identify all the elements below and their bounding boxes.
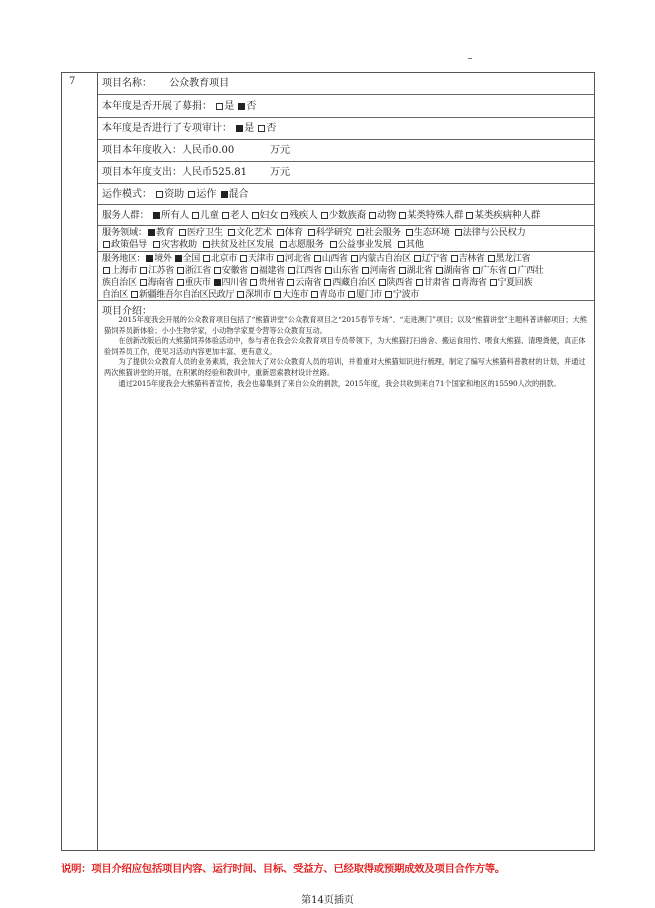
service-area-checkbox-0-5[interactable] xyxy=(314,255,321,262)
row-project-name xyxy=(98,73,594,95)
fundraising-label: 本年度是否开展了募捐： xyxy=(102,101,212,112)
service-area-checkbox-2-6[interactable] xyxy=(324,279,331,286)
service-area-label-1-9: 湖南省 xyxy=(443,266,470,276)
service-group-label-6: 动物 xyxy=(377,210,396,221)
service-group-checkbox-2[interactable] xyxy=(222,212,229,219)
mode-grant-label: 资助 xyxy=(164,189,185,200)
page-footer: 第14页插页 xyxy=(301,895,354,906)
service-group-checkbox-5[interactable] xyxy=(321,212,328,219)
service-field-checkbox-0-1[interactable] xyxy=(179,229,186,236)
service-area-checkbox-0-3[interactable] xyxy=(240,255,247,262)
service-area-label-1-7: 河南省 xyxy=(369,266,396,276)
service-field-checkbox-1-0[interactable] xyxy=(103,241,110,248)
fundraising-yes-checkbox[interactable] xyxy=(216,103,223,110)
service-area-line xyxy=(102,289,594,301)
project-name-label: 项目名称： xyxy=(102,78,152,89)
service-area-label-1-0: 上海市 xyxy=(111,266,137,276)
row-service-field xyxy=(98,226,594,252)
service-area-label-3-5: 厦门市 xyxy=(355,290,382,300)
service-area-checkbox-0-4[interactable] xyxy=(277,255,284,262)
service-area-label-2-2: 重庆市 xyxy=(184,278,211,288)
service-area-label-1-5: 江西省 xyxy=(295,266,322,276)
income-unit: 万元 xyxy=(270,145,290,156)
service-area-line xyxy=(102,265,594,277)
service-area-checkbox-2-4[interactable] xyxy=(250,279,257,286)
service-area-checkbox-3-1[interactable] xyxy=(131,291,138,298)
expense-currency: 人民币 xyxy=(182,167,212,178)
fundraising-no-checkbox[interactable] xyxy=(238,103,245,110)
service-group-checkbox-7[interactable] xyxy=(399,212,406,219)
mode-mixed-label: 混合 xyxy=(228,189,249,200)
income-currency: 人民币 xyxy=(182,145,212,156)
service-area-checkbox-0-7[interactable] xyxy=(414,255,421,262)
service-area-label-3-6: 宁波市 xyxy=(392,290,419,300)
row-fundraising xyxy=(98,95,594,118)
service-group-label-0: 所有人 xyxy=(160,210,190,221)
service-area-label-2-9: 青海省 xyxy=(460,278,487,288)
service-field-checkbox-1-3[interactable] xyxy=(280,241,287,248)
service-area-checkbox-1-10[interactable] xyxy=(473,267,480,274)
service-area-label-2-4: 贵州省 xyxy=(258,278,285,288)
service-area-label-2-0: 族自治区 xyxy=(102,278,137,288)
service-area-checkbox-3-4[interactable] xyxy=(311,291,318,298)
service-field-checkbox-0-2[interactable] xyxy=(228,229,235,236)
service-area-label-0-0: 境外 xyxy=(154,254,172,264)
row-special-audit xyxy=(98,118,594,140)
service-area-checkbox-1-0[interactable] xyxy=(103,267,110,274)
service-area-label-2-1: 海南省 xyxy=(147,278,174,288)
income-value: 0.00 xyxy=(212,145,235,156)
service-group-label-4: 残疾人 xyxy=(289,210,318,221)
service-area-label-3-4: 青岛市 xyxy=(319,290,345,300)
service-field-checkbox-0-5[interactable] xyxy=(357,229,364,236)
service-area-label-0-7: 辽宁省 xyxy=(421,254,448,264)
service-area-label-3-2: 深圳市 xyxy=(245,290,272,300)
service-field-label-1-2: 扶贫及社区发展 xyxy=(210,239,274,250)
row-operation-mode xyxy=(98,184,594,205)
service-area-checkbox-3-2[interactable] xyxy=(237,291,244,298)
service-field-label-0-7: 法律与公民权力 xyxy=(462,227,526,238)
service-field-checkbox-0-7[interactable] xyxy=(455,229,462,236)
service-field-label-0-3: 体育 xyxy=(284,227,303,238)
service-field-checkbox-1-4[interactable] xyxy=(330,241,337,248)
project-name-value: 公众教育项目 xyxy=(169,78,230,89)
service-group-checkbox-6[interactable] xyxy=(369,212,376,219)
service-area-checkbox-0-0[interactable] xyxy=(146,255,153,262)
service-area-checkbox-2-10[interactable] xyxy=(490,279,497,286)
service-area-label-0-9: 黑龙江省 xyxy=(495,254,531,264)
service-field-label: 服务领域： xyxy=(102,227,147,238)
service-group-label-7: 某类特殊人群 xyxy=(406,210,464,221)
service-field-label-1-0: 政策倡导 xyxy=(111,239,147,250)
service-area-label-0-3: 天津市 xyxy=(247,254,274,264)
operation-mode-label: 运作模式： xyxy=(102,189,152,200)
service-area-label-1-1: 江苏省 xyxy=(147,266,174,276)
scan-mark xyxy=(468,58,472,59)
service-field-checkbox-0-4[interactable] xyxy=(308,229,315,236)
service-area-label-1-6: 山东省 xyxy=(332,266,359,276)
service-group-options xyxy=(152,210,542,221)
service-field-label-0-4: 科学研究 xyxy=(315,227,352,238)
service-field-label-1-4: 公益事业发展 xyxy=(337,239,392,250)
service-field-line xyxy=(102,227,594,239)
service-area-checkbox-2-1[interactable] xyxy=(140,279,147,286)
service-group-label: 服务人群： xyxy=(102,210,149,221)
service-field-line xyxy=(102,239,594,251)
service-area-checkbox-2-5[interactable] xyxy=(287,279,294,286)
mode-operate-checkbox[interactable] xyxy=(188,191,195,198)
expense-label: 项目本年度支出： xyxy=(102,167,182,178)
special-audit-label: 本年度是否进行了专项审计： xyxy=(102,123,232,134)
service-area-label-1-3: 安徽省 xyxy=(221,266,248,276)
special-audit-no-checkbox[interactable] xyxy=(258,125,265,132)
service-field-checkbox-1-5[interactable] xyxy=(398,241,405,248)
service-area-label: 服务地区： xyxy=(102,254,146,264)
service-area-options xyxy=(102,253,594,301)
service-area-label-1-8: 湖北省 xyxy=(406,266,433,276)
service-area-checkbox-0-8[interactable] xyxy=(451,255,458,262)
service-area-label-0-4: 河北省 xyxy=(284,254,311,264)
service-area-label-2-3: 四川省 xyxy=(221,278,248,288)
service-area-label-0-5: 山西省 xyxy=(321,254,348,264)
service-area-checkbox-1-11[interactable] xyxy=(509,267,516,274)
service-area-label-0-6: 内蒙古自治区 xyxy=(358,254,411,264)
service-area-checkbox-0-6[interactable] xyxy=(351,255,358,262)
item-number: 7 xyxy=(69,76,76,87)
service-area-label-2-7: 陕西省 xyxy=(386,278,413,288)
service-area-checkbox-1-7[interactable] xyxy=(362,267,369,274)
service-area-checkbox-1-5[interactable] xyxy=(288,267,295,274)
service-field-checkbox-0-0[interactable] xyxy=(148,229,155,236)
service-group-label-1: 儿童 xyxy=(200,210,219,221)
service-group-checkbox-0[interactable] xyxy=(153,212,160,219)
service-area-label-0-1: 全国 xyxy=(182,254,200,264)
service-area-checkbox-2-7[interactable] xyxy=(379,279,386,286)
service-area-checkbox-1-2[interactable] xyxy=(177,267,184,274)
service-field-label-0-2: 文化艺术 xyxy=(235,227,272,238)
service-area-line xyxy=(102,277,594,289)
service-group-label-3: 妇女 xyxy=(259,210,279,221)
service-area-label-1-2: 浙江省 xyxy=(184,266,211,276)
fundraising-no-label: 否 xyxy=(246,101,257,112)
special-audit-no-label: 否 xyxy=(266,123,277,134)
instruction-note: 说明：项目介绍应包括项目内容、运行时间、目标、受益方、已经取得或预期成效及项目合作方等。 xyxy=(61,863,505,875)
service-area-label-3-0: 自治区 xyxy=(102,290,128,300)
service-group-label-8: 某类疾病种人群 xyxy=(474,210,541,221)
service-area-checkbox-2-9[interactable] xyxy=(453,279,460,286)
service-area-checkbox-1-3[interactable] xyxy=(214,267,221,274)
service-area-checkbox-1-8[interactable] xyxy=(399,267,406,274)
mode-mixed-checkbox[interactable] xyxy=(221,191,228,198)
service-field-checkbox-1-1[interactable] xyxy=(153,241,160,248)
service-group-checkbox-4[interactable] xyxy=(281,212,288,219)
service-field-label-0-5: 社会服务 xyxy=(364,227,401,238)
service-area-checkbox-2-2[interactable] xyxy=(177,279,184,286)
service-group-checkbox-3[interactable] xyxy=(252,212,259,219)
income-label: 项目本年度收入： xyxy=(102,145,182,156)
service-field-label-0-1: 医疗卫生 xyxy=(186,227,223,238)
service-field-checkbox-0-3[interactable] xyxy=(277,229,284,236)
service-area-checkbox-1-1[interactable] xyxy=(140,267,147,274)
expense-unit: 万元 xyxy=(270,167,290,178)
service-area-label-1-4: 福建省 xyxy=(258,266,285,276)
row-income xyxy=(98,140,594,162)
service-group-label-2: 老人 xyxy=(229,210,249,221)
row-expense xyxy=(98,162,594,184)
service-area-checkbox-2-3[interactable] xyxy=(214,279,221,286)
intro-paragraph: 通过2015年度我会大熊猫科普宣传，我会也募集到了来自公众的捐款，2015年度，我会共收到来自71个国家和地区的15590人次的捐款。 xyxy=(118,378,561,388)
special-audit-yes-checkbox[interactable] xyxy=(236,125,243,132)
service-group-label-5: 少数族裔 xyxy=(328,210,367,221)
service-field-label-0-6: 生态环境 xyxy=(413,227,450,238)
service-field-label-1-5: 其他 xyxy=(405,239,424,250)
service-area-label-2-5: 云南省 xyxy=(295,278,322,288)
intro-paragraph: 为了提供公众教育人员的业务素质，我会加大了对公众教育人员的培训，并着重对大熊猫知识进行梳理，制定了编写大熊猫科普教材的计划，并通过两次熊猫讲堂的开展，在积累的经验和教训中，重新思索教材设计丝路。 xyxy=(104,357,586,377)
service-area-checkbox-2-8[interactable] xyxy=(416,279,423,286)
service-area-checkbox-3-5[interactable] xyxy=(348,291,355,298)
service-area-label-3-1: 新疆维吾尔自治区民政厅 xyxy=(138,290,235,300)
service-area-checkbox-0-9[interactable] xyxy=(488,255,495,262)
service-field-options xyxy=(102,227,594,251)
service-area-label-2-8: 甘肃省 xyxy=(423,278,450,288)
service-area-label-0-8: 吉林省 xyxy=(458,254,485,264)
intro-paragraph: 2015年度我会开展的公众教育项目包括了“熊猫讲堂”公众教育项目之“2015春节专场”、“走进澳门”项目；以及“熊猫讲堂”主题科普讲解项目；大熊猫饲养员新体验；小小生物学家，小动物学家夏令营等公众教育互动。 xyxy=(104,315,587,335)
service-area-checkbox-3-3[interactable] xyxy=(274,291,281,298)
service-field-checkbox-0-6[interactable] xyxy=(406,229,413,236)
service-area-checkbox-0-1[interactable] xyxy=(175,255,182,262)
service-area-label-1-11: 广西壮 xyxy=(517,266,544,276)
service-area-checkbox-1-9[interactable] xyxy=(436,267,443,274)
service-field-label-0-0: 教育 xyxy=(155,227,174,238)
service-area-checkbox-1-4[interactable] xyxy=(251,267,258,274)
service-field-checkbox-1-2[interactable] xyxy=(203,241,210,248)
intro-label: 项目介绍： xyxy=(102,306,152,317)
service-group-checkbox-8[interactable] xyxy=(466,212,473,219)
intro-paragraph: 在创新改版后的大熊猫饲养体验活动中，参与者在我会公众教育项目专员带领下，为大熊猫打扫兽舍、搬运食用竹、喂食大熊猫、清理粪便，真正体验饲养员工作，使见习活动内容更加丰富、更有意义。 xyxy=(104,336,586,356)
intro-body xyxy=(104,315,588,389)
service-area-label-1-10: 广东省 xyxy=(480,266,507,276)
project-details xyxy=(98,73,594,850)
expense-value: 525.81 xyxy=(212,167,247,178)
fundraising-yes-label: 是 xyxy=(224,101,235,112)
service-area-label-3-3: 大连市 xyxy=(282,290,309,300)
mode-grant-checkbox[interactable] xyxy=(156,191,163,198)
mode-operate-label: 运作 xyxy=(196,189,217,200)
row-service-group xyxy=(98,205,594,226)
special-audit-yes-label: 是 xyxy=(244,123,255,134)
service-area-label-0-2: 北京市 xyxy=(210,254,237,264)
service-field-label-1-3: 志愿服务 xyxy=(287,239,324,250)
service-area-label-2-10: 宁夏回族 xyxy=(497,278,533,288)
service-area-line xyxy=(102,253,594,265)
service-area-checkbox-3-6[interactable] xyxy=(385,291,392,298)
item-number-column xyxy=(62,73,98,850)
service-area-label-2-6: 西藏自治区 xyxy=(332,278,376,288)
service-group-checkbox-1[interactable] xyxy=(192,212,199,219)
service-area-checkbox-1-6[interactable] xyxy=(325,267,332,274)
service-area-checkbox-0-2[interactable] xyxy=(203,255,210,262)
service-field-label-1-1: 灾害救助 xyxy=(160,239,197,250)
row-service-area xyxy=(98,252,594,301)
project-table xyxy=(61,72,595,851)
